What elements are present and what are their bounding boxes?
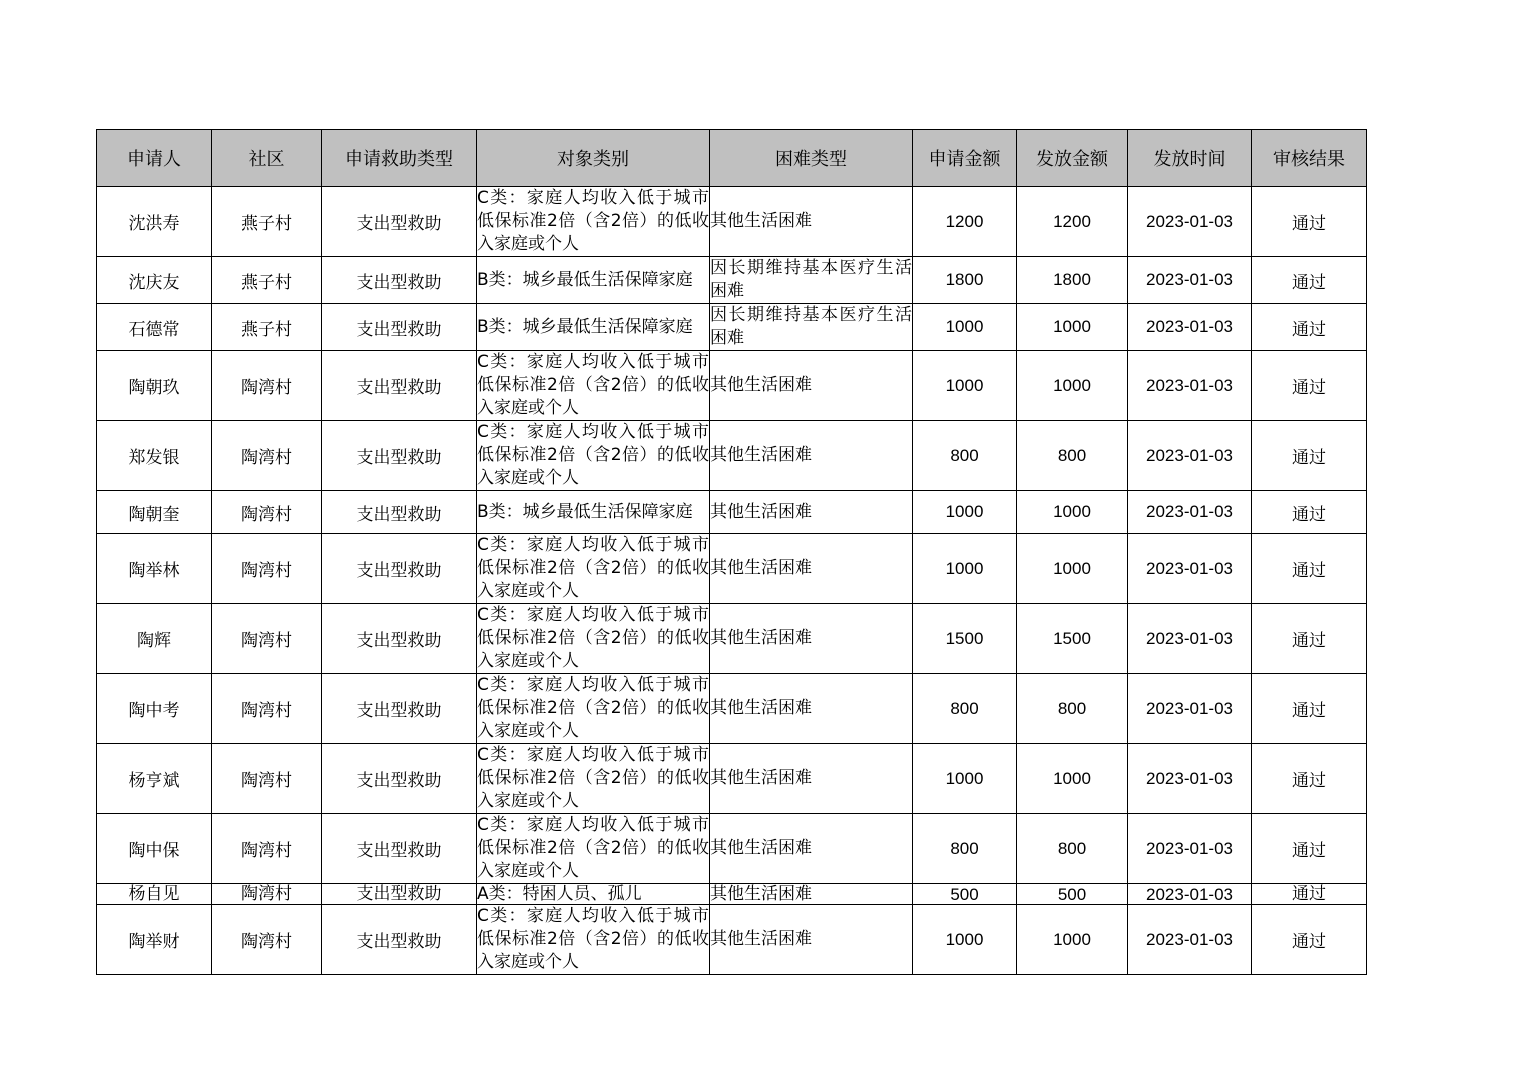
cell-applicant: 陶中保	[97, 814, 212, 884]
cell-category: C类：家庭人均收入低于城市低保标准2倍（含2倍）的低收入家庭或个人	[477, 674, 710, 744]
cell-issue-date: 2023-01-03	[1128, 604, 1252, 674]
cell-requested-amount: 500	[913, 884, 1017, 905]
cell-review-result: 通过	[1252, 884, 1367, 905]
cell-community: 燕子村	[212, 187, 322, 257]
cell-issue-date: 2023-01-03	[1128, 744, 1252, 814]
cell-review-result: 通过	[1252, 304, 1367, 351]
cell-community: 燕子村	[212, 304, 322, 351]
cell-category: B类：城乡最低生活保障家庭	[477, 491, 710, 534]
cell-aid-type: 支出型救助	[322, 491, 477, 534]
cell-review-result: 通过	[1252, 674, 1367, 744]
cell-aid-type: 支出型救助	[322, 674, 477, 744]
header-aid-type: 申请救助类型	[322, 130, 477, 187]
cell-aid-type: 支出型救助	[322, 534, 477, 604]
cell-issued-amount: 500	[1017, 884, 1128, 905]
cell-issued-amount: 1000	[1017, 744, 1128, 814]
cell-aid-type: 支出型救助	[322, 814, 477, 884]
cell-hardship: 其他生活困难	[710, 491, 913, 534]
table-row	[97, 257, 1367, 304]
cell-applicant: 郑发银	[97, 421, 212, 491]
cell-community: 陶湾村	[212, 674, 322, 744]
cell-community: 陶湾村	[212, 604, 322, 674]
table-row	[97, 905, 1367, 975]
cell-category: C类：家庭人均收入低于城市低保标准2倍（含2倍）的低收入家庭或个人	[477, 744, 710, 814]
cell-review-result: 通过	[1252, 534, 1367, 604]
cell-issue-date: 2023-01-03	[1128, 304, 1252, 351]
header-applicant: 申请人	[97, 130, 212, 187]
cell-issue-date: 2023-01-03	[1128, 257, 1252, 304]
cell-issued-amount: 1500	[1017, 604, 1128, 674]
cell-requested-amount: 1000	[913, 304, 1017, 351]
table-row	[97, 187, 1367, 257]
table-row	[97, 884, 1367, 905]
cell-applicant: 陶朝玖	[97, 351, 212, 421]
header-issue-date: 发放时间	[1128, 130, 1252, 187]
cell-requested-amount: 800	[913, 421, 1017, 491]
cell-applicant: 沈庆友	[97, 257, 212, 304]
header-row	[97, 130, 1367, 187]
cell-issue-date: 2023-01-03	[1128, 421, 1252, 491]
cell-requested-amount: 800	[913, 674, 1017, 744]
cell-aid-type: 支出型救助	[322, 187, 477, 257]
header-review-result: 审核结果	[1252, 130, 1367, 187]
cell-applicant: 陶中考	[97, 674, 212, 744]
cell-aid-type: 支出型救助	[322, 257, 477, 304]
cell-review-result: 通过	[1252, 744, 1367, 814]
table-row	[97, 674, 1367, 744]
cell-applicant: 沈洪寿	[97, 187, 212, 257]
table-row	[97, 814, 1367, 884]
table-row	[97, 421, 1367, 491]
cell-issued-amount: 1000	[1017, 905, 1128, 975]
cell-category: B类：城乡最低生活保障家庭	[477, 304, 710, 351]
cell-issued-amount: 1000	[1017, 534, 1128, 604]
cell-applicant: 石德常	[97, 304, 212, 351]
cell-requested-amount: 1000	[913, 905, 1017, 975]
cell-issue-date: 2023-01-03	[1128, 534, 1252, 604]
cell-review-result: 通过	[1252, 814, 1367, 884]
cell-aid-type: 支出型救助	[322, 884, 477, 905]
cell-issue-date: 2023-01-03	[1128, 884, 1252, 905]
cell-requested-amount: 800	[913, 814, 1017, 884]
cell-requested-amount: 1000	[913, 534, 1017, 604]
aid-records-table	[96, 129, 1367, 975]
cell-hardship: 其他生活困难	[710, 674, 913, 744]
cell-community: 陶湾村	[212, 905, 322, 975]
cell-review-result: 通过	[1252, 491, 1367, 534]
cell-applicant: 陶举林	[97, 534, 212, 604]
cell-issued-amount: 1800	[1017, 257, 1128, 304]
cell-aid-type: 支出型救助	[322, 604, 477, 674]
cell-issued-amount: 1000	[1017, 491, 1128, 534]
cell-community: 陶湾村	[212, 534, 322, 604]
cell-community: 陶湾村	[212, 744, 322, 814]
cell-issue-date: 2023-01-03	[1128, 814, 1252, 884]
cell-review-result: 通过	[1252, 421, 1367, 491]
cell-hardship: 其他生活困难	[710, 534, 913, 604]
cell-category: C类：家庭人均收入低于城市低保标准2倍（含2倍）的低收入家庭或个人	[477, 534, 710, 604]
cell-review-result: 通过	[1252, 257, 1367, 304]
cell-category: C类：家庭人均收入低于城市低保标准2倍（含2倍）的低收入家庭或个人	[477, 604, 710, 674]
table-row	[97, 491, 1367, 534]
cell-review-result: 通过	[1252, 187, 1367, 257]
cell-hardship: 其他生活困难	[710, 604, 913, 674]
cell-hardship: 其他生活困难	[710, 905, 913, 975]
cell-issue-date: 2023-01-03	[1128, 905, 1252, 975]
table-row	[97, 351, 1367, 421]
cell-hardship: 其他生活困难	[710, 884, 913, 905]
header-category: 对象类别	[477, 130, 710, 187]
cell-issued-amount: 1200	[1017, 187, 1128, 257]
cell-hardship: 其他生活困难	[710, 187, 913, 257]
cell-aid-type: 支出型救助	[322, 304, 477, 351]
cell-issue-date: 2023-01-03	[1128, 187, 1252, 257]
header-community: 社区	[212, 130, 322, 187]
cell-hardship: 其他生活困难	[710, 814, 913, 884]
cell-community: 陶湾村	[212, 421, 322, 491]
table-row	[97, 534, 1367, 604]
cell-review-result: 通过	[1252, 351, 1367, 421]
cell-community: 燕子村	[212, 257, 322, 304]
cell-category: C类：家庭人均收入低于城市低保标准2倍（含2倍）的低收入家庭或个人	[477, 187, 710, 257]
cell-category: C类：家庭人均收入低于城市低保标准2倍（含2倍）的低收入家庭或个人	[477, 421, 710, 491]
cell-applicant: 陶辉	[97, 604, 212, 674]
cell-category: B类：城乡最低生活保障家庭	[477, 257, 710, 304]
cell-applicant: 陶举财	[97, 905, 212, 975]
table-row	[97, 604, 1367, 674]
cell-community: 陶湾村	[212, 491, 322, 534]
cell-applicant: 杨自见	[97, 884, 212, 905]
cell-issue-date: 2023-01-03	[1128, 674, 1252, 744]
cell-community: 陶湾村	[212, 884, 322, 905]
header-issued-amount: 发放金额	[1017, 130, 1128, 187]
cell-review-result: 通过	[1252, 604, 1367, 674]
table-row	[97, 304, 1367, 351]
cell-aid-type: 支出型救助	[322, 421, 477, 491]
cell-hardship: 因长期维持基本医疗生活困难	[710, 257, 913, 304]
cell-hardship: 因长期维持基本医疗生活困难	[710, 304, 913, 351]
cell-hardship: 其他生活困难	[710, 421, 913, 491]
cell-issue-date: 2023-01-03	[1128, 351, 1252, 421]
cell-hardship: 其他生活困难	[710, 744, 913, 814]
cell-hardship: 其他生活困难	[710, 351, 913, 421]
cell-category: C类：家庭人均收入低于城市低保标准2倍（含2倍）的低收入家庭或个人	[477, 905, 710, 975]
cell-community: 陶湾村	[212, 814, 322, 884]
cell-category: C类：家庭人均收入低于城市低保标准2倍（含2倍）的低收入家庭或个人	[477, 351, 710, 421]
cell-requested-amount: 1000	[913, 351, 1017, 421]
cell-requested-amount: 1500	[913, 604, 1017, 674]
cell-issued-amount: 800	[1017, 674, 1128, 744]
cell-issued-amount: 1000	[1017, 351, 1128, 421]
cell-requested-amount: 1200	[913, 187, 1017, 257]
cell-aid-type: 支出型救助	[322, 351, 477, 421]
cell-requested-amount: 1000	[913, 491, 1017, 534]
cell-issued-amount: 800	[1017, 421, 1128, 491]
header-hardship: 困难类型	[710, 130, 913, 187]
cell-community: 陶湾村	[212, 351, 322, 421]
cell-applicant: 陶朝奎	[97, 491, 212, 534]
cell-aid-type: 支出型救助	[322, 744, 477, 814]
cell-review-result: 通过	[1252, 905, 1367, 975]
cell-category: C类：家庭人均收入低于城市低保标准2倍（含2倍）的低收入家庭或个人	[477, 814, 710, 884]
cell-applicant: 杨亨斌	[97, 744, 212, 814]
cell-aid-type: 支出型救助	[322, 905, 477, 975]
cell-category: A类：特困人员、孤儿	[477, 884, 710, 905]
cell-issue-date: 2023-01-03	[1128, 491, 1252, 534]
table-row	[97, 744, 1367, 814]
cell-requested-amount: 1000	[913, 744, 1017, 814]
cell-requested-amount: 1800	[913, 257, 1017, 304]
cell-issued-amount: 800	[1017, 814, 1128, 884]
header-requested-amount: 申请金额	[913, 130, 1017, 187]
cell-issued-amount: 1000	[1017, 304, 1128, 351]
